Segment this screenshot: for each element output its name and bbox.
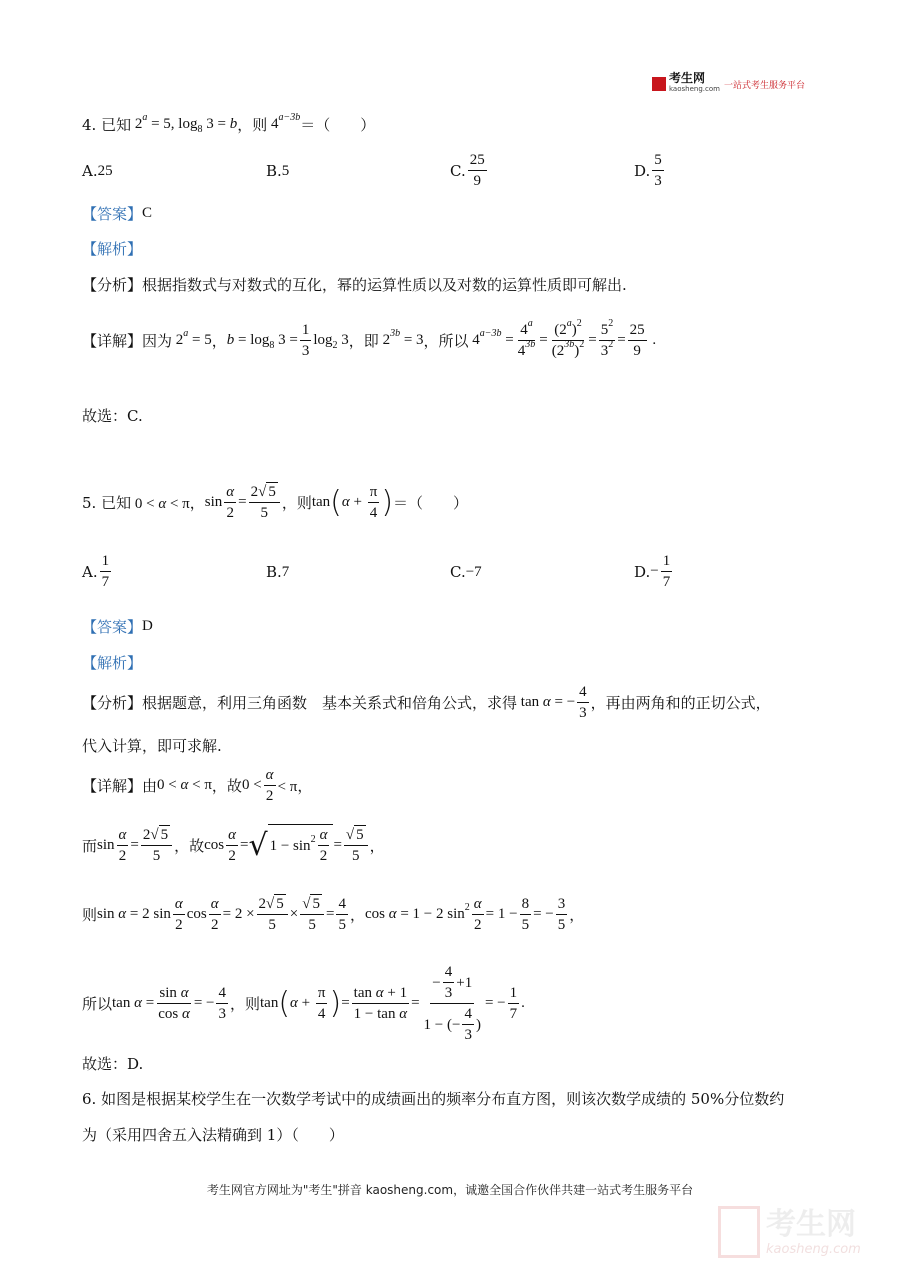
q4-answer: 【答案】 C — [82, 205, 153, 223]
q5-fenxi: 【分析】 根据题意，利用三角函数 基本关系式和倍角公式，求得 tan α = − $\frac{4}{3}$ ，再由两角和的正切公式， — [82, 684, 771, 721]
q5-stem: 5. 已知 0 < α < π， sin $\frac{\alpha}{2}$ = 2√ 5 5 ，则 tan ( α + $\frac{\pi}{4}$ ) ＝（ ） — [82, 484, 469, 521]
q4-conclusion: 故选：C. — [82, 407, 143, 425]
q5-answer: 【答案】 D — [82, 618, 153, 636]
q4-fenxi: 【分析】 根据指数式与对数式的互化，幂的运算性质以及对数的运算性质即可解出. — [82, 276, 627, 294]
logo-slogan: 一站式考生服务平台 — [723, 80, 805, 91]
watermark-icon — [718, 1206, 760, 1258]
page-footer: 考生网官方网址为"考生"拼音 kaosheng.com，诚邀全国合作伙伴共建一站式考生服务平台 — [206, 1183, 694, 1197]
q4-stem: 4. 已知 $2^a = 5$, $\log_8 3 = b$ ，则 $4^{a-3b}$ ＝（ ） — [82, 112, 376, 135]
logo-brand: 考生网 kaosheng.com — [669, 71, 720, 93]
q5-detail-line1: 【详解】 由 0 < α < π ，故 0 < $\frac{\alpha}{2}$ < π， — [82, 767, 313, 804]
q4-option-c[interactable]: C. $\frac{25}{9}$ — [450, 152, 485, 189]
q5-conclusion: 故选：D. — [82, 1055, 144, 1073]
q6-stem-line1: 6. 如图是根据某校学生在一次数学考试中的成绩画出的频率分布直方图，则该次数学成绩的 50%分位数约 — [82, 1090, 785, 1108]
q5-detail-line2: 而 sin $\frac{\alpha}{2}$ = 2√ 5 5 ，故 cos $\frac{\alpha}{2}$ = √ $1 - \sin^2$ $\frac{\alpha}{2}$ = √ 5 5 ， — [82, 824, 385, 866]
q5-option-c[interactable]: C. −7 — [450, 563, 482, 581]
q5-analysis-tag: 【解析】 — [82, 654, 143, 672]
header-logo — [652, 73, 805, 95]
q4-option-d[interactable]: D. $\frac{5}{3}$ — [634, 152, 662, 189]
q5-detail-line4: 所以 tan α = $\frac{\text{sin α}}{\text{cos α}}$ = − $\frac{4}{3}$ ，则 tan ( α + $\frac{\pi}{4}$ ) = $\frac{\text{tan α + 1}}{\text{1 − tan α}}$ = − $\frac{4}{3}$ +1 1 − (− $\frac{4}{3}$ ) = − $\frac{1}{7}$ . — [82, 964, 525, 1043]
q5-option-b[interactable]: B. 7 — [266, 563, 290, 581]
logo-icon — [652, 77, 666, 91]
q4-analysis-tag: 【解析】 — [82, 240, 143, 258]
q5-detail-line3: 则 sin α = 2 sin $\frac{\alpha}{2}$ cos $\frac{\alpha}{2}$ = 2 × 2√ 5 5 × √ 5 5 = $\frac{4}{5}$ ， cos α = 1 − 2 $\sin^2$ $\frac{\alpha}{2}$ = 1 − $\frac{8}{5}$ = − $\frac{3}{5}$ ， — [82, 896, 585, 933]
q5-option-a[interactable]: A. $\frac{1}{7}$ — [82, 553, 110, 590]
q4-detail: 【详解】 因为 $2^a = 5$ ， $b = \log_8 3$ = $\frac{1}{3}$ $\log_2 3$ ，即 $2^{3b} = 3$ ，所以 $4^{a-3b}$ = $\frac{4^a}{4^{3b}}$ = $\frac{(2^a)^2}{(2^{3b})^2}$ = $\frac{5^2}{3^2}$ = $\frac{25}{9}$ . — [82, 318, 657, 359]
q6-stem-line2: 为（采用四舍五入法精确到 1）（ ） — [82, 1126, 344, 1144]
q5-fenxi-cont: 代入计算，即可求解. — [82, 737, 222, 755]
q5-option-d[interactable]: D. − $\frac{1}{7}$ — [634, 553, 671, 590]
q4-option-a[interactable]: A. 25 — [82, 162, 113, 180]
watermark-logo: 考生网 kaosheng.com — [718, 1206, 861, 1258]
q4-option-b[interactable]: B. 5 — [266, 162, 290, 180]
